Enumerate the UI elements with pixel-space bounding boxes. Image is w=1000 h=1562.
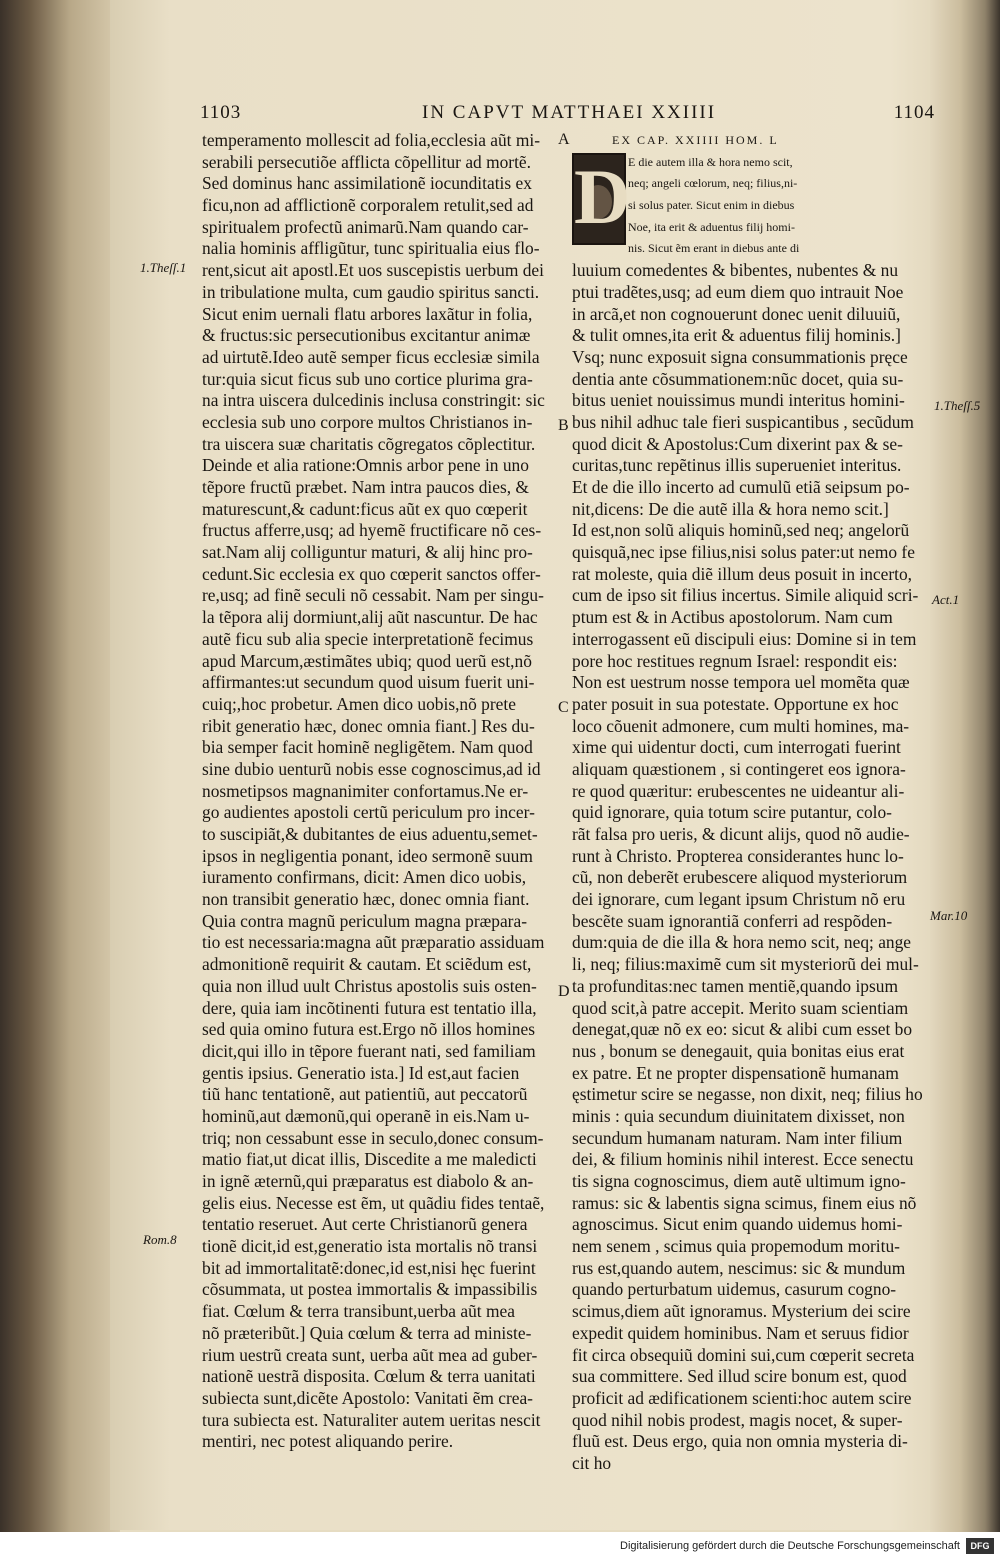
text-line: fiat. Cœlum & terra transibunt,uerba aũt mea <box>202 1301 515 1322</box>
text-line: Vsq; nunc exposuit signa consummationis pręce <box>572 346 908 367</box>
text-line: si solus pater. Sicut enim in diebus <box>628 198 795 213</box>
section-letter: B <box>558 417 569 434</box>
text-line: sua committere. Sed illud scire bonum est, quod <box>572 1366 907 1387</box>
text-line: Quia contra magnũ periculum magna præpara- <box>202 910 527 931</box>
text-line: & fructus:sic persecutionibus excitantur animæ <box>202 325 531 346</box>
text-line: nis. Sicut ẽm erant in diebus ante di <box>628 241 800 256</box>
text-line: quisquã,nec ipse filius,nisi solus pater:ut nemo fe <box>572 542 915 563</box>
text-line: tra uiscera suæ charitatis cõgregatos cõplectitur. <box>202 433 536 454</box>
text-line: pore hoc restitues regnum Israel: respondit eis: <box>572 650 898 671</box>
text-line: Sicut enim uernali flatu arbores laxãtur in folia, <box>202 303 533 324</box>
section-letter: A <box>558 131 570 148</box>
text-line: fructus afferre,usq; ad hyemẽ fructificare nõ ces- <box>202 520 542 541</box>
text-line: quando perturbatum uidemus, casurum cogno- <box>572 1279 897 1300</box>
text-line: na intra uiscera dulcedinis inclusa constringit: sic <box>202 390 545 411</box>
text-line: Deinde et alia ratione:Omnis arbor pene in uno <box>202 455 529 476</box>
text-line: pater posuit in sua potestate. Opportune ex hoc <box>572 693 899 714</box>
text-line: quia non illud uult Christus apostolis suis osten- <box>202 975 537 996</box>
text-line: bescẽte suam ignorantiã conferri ad respõden- <box>572 910 893 931</box>
text-line: proficit ad ædificationem scienti:hoc autem scire <box>572 1387 912 1408</box>
text-line: fit circa obsequiũ domini sui,cum cœperit secreta <box>572 1344 915 1365</box>
text-line: ęstimetur scire se negasse, non dixit, neq; filius ho <box>572 1084 923 1105</box>
text-line: in tribulatione multa, cum gaudio spiritus sancti. <box>202 281 540 302</box>
text-line: denegat,quæ nõ ex eo: sicut & alibi cum esset bo <box>572 1019 913 1040</box>
text-line: quod dicit & Apostolus:Cum dixerint pax & se- <box>572 433 903 454</box>
text-line: tiũ hanc tentationẽ, aut patientiũ, aut peccatorũ <box>202 1084 528 1105</box>
text-line: aliquam quæstionem , si contingeret eos ignora- <box>572 758 906 779</box>
text-line: bitus ueniet nouissimus mundi interitus homini- <box>572 390 905 411</box>
text-line: matio fiat,ut dicat illis, Discedite a me maledicti <box>202 1149 537 1170</box>
text-line: quod nihil nobis prodest, magis nocet, & super- <box>572 1409 903 1430</box>
text-line: dei ignorare, cum legant ipsum Christum nõ eru <box>572 889 906 910</box>
text-line: dicit,qui illo in tẽpore fuerant nati, sed familiam <box>202 1040 536 1061</box>
text-line: nationẽ uestrã disposita. Cœlum & terra uanitati <box>202 1366 536 1387</box>
text-line: nus , bonum se denegauit, quia bonitas eius erat <box>572 1040 905 1061</box>
text-line: dum:quia de die illa & hora nemo scit, neq; ange <box>572 932 912 953</box>
text-line: affirmantes:ut secundum quod uisum fuerit uni- <box>202 672 535 693</box>
text-line: iuramento confirmans, dicit: Amen dico uobis, <box>202 867 527 888</box>
text-line: rus est,quando autem, nescimus: sic & mundum <box>572 1257 906 1278</box>
text-line: sed quia omino futura est.Ergo nõ illos homines <box>202 1019 535 1040</box>
text-line: quid ignorare, quia totum scire putantur, colo- <box>572 802 892 823</box>
text-line: maturescunt,& cadunt:ficus aũt ex quo cœperit <box>202 498 528 519</box>
text-line: in arcã,et non cognouerunt donec uenit diluuiũ, <box>572 303 901 324</box>
left-text-column <box>202 130 552 1453</box>
text-line: tis signa cognoscimus, diem autẽ ultimum igno- <box>572 1171 906 1191</box>
text-line: rium uestrũ creata sunt, uerba aũt mea ad guber- <box>202 1344 538 1365</box>
text-line: to suscipiãt,& dubitantes de eius aduentu,semet- <box>202 824 538 844</box>
margin-note: Mar.10 <box>930 908 968 923</box>
text-line: bit ad immortalitatẽ:donec,id est,nisi hęc fuerint <box>202 1257 536 1278</box>
text-line: expedit quidem hominibus. Nam et seruus fidior <box>572 1322 909 1343</box>
text-line: ptum est & in Actibus apostolorum. Nam cum <box>572 607 893 628</box>
text-line: sat.Nam alij colliguntur maturi, & alij hinc pro- <box>202 542 533 563</box>
text-line: nem senem , scimus quia propemodum moritu- <box>572 1236 900 1257</box>
text-line: quod scit,à patre accepit. Merito suam scientiam <box>572 997 909 1018</box>
text-line: runt à Christo. Propterea considerantes hunc lo- <box>572 845 904 866</box>
text-line: neq; angeli cœlorum, neq; filius,ni- <box>628 176 798 191</box>
text-line: dere, quia iam incõtinenti futura est tentatio illa, <box>202 997 537 1018</box>
text-line: nõ præteribũt.] Quia cœlum & terra ad ministe- <box>202 1322 532 1343</box>
text-line: gentis ipsius. Generatio ista.] Id est,aut facien <box>202 1062 520 1083</box>
text-line: ribit generatio hæc, donec omnia fiant.] Res du- <box>202 715 535 736</box>
text-line: re,usq; ad finẽ seculi nõ cessabit. Nam per singu- <box>202 585 544 606</box>
text-line: E die autem illa & hora nemo scit, <box>628 154 793 169</box>
text-line: cum de ipso sit filius incertus. Simile aliquid scri- <box>572 585 919 606</box>
right-text-column <box>572 130 932 1475</box>
text-line: in ignẽ æternũ,qui præparatus est diabolo & an- <box>202 1171 534 1191</box>
dfg-logo: DFG <box>966 1538 994 1554</box>
page-header <box>200 102 935 128</box>
text-line: cõsummata, ut postea immortalis & impassibilis <box>202 1279 538 1300</box>
text-line: temperamento mollescit ad folia,ecclesia aũt mi- <box>202 130 541 150</box>
text-line: ecclesia sub uno corpore multos Christianos in- <box>202 411 533 432</box>
text-line: cuiq;,hoc probetur. Amen dico uobis,nõ prete <box>202 693 516 714</box>
text-line: triq; non cessabunt esse in seculo,donec consum- <box>202 1127 544 1148</box>
text-line: apud Marcum,æstimãtes ubiq; quod uerũ est,nõ <box>202 650 532 671</box>
text-line: scimus,diem aũt ignoramus. Mysterium dei scire <box>572 1301 911 1322</box>
text-line: dei, & filium hominis nihil interest. Ecce senectu <box>572 1149 914 1170</box>
text-line: interrogassent eũ discipuli eius: Domine si in tem <box>572 628 917 649</box>
chapter-heading: EX CAP. XXIIII HOM. L <box>612 133 779 147</box>
text-line: sine dubio uenturũ nobis esse cognoscimus,ad id <box>202 758 541 779</box>
text-line: cit ho <box>572 1452 612 1473</box>
text-line: & tulit omnes,ita erit & aduentus filij hominis.] <box>572 325 901 346</box>
text-line: ptui tradẽtes,usq; ad eum diem quo intrauit Noe <box>572 281 904 302</box>
running-title: IN CAPVT MATTHAEI XXIIII <box>422 102 717 123</box>
section-letter: D <box>558 983 570 1000</box>
text-line: tura subiecta est. Naturaliter autem ueritas nescit <box>202 1409 541 1430</box>
section-letter: C <box>558 699 569 716</box>
page-number-right: 1104 <box>893 102 935 123</box>
text-line: li, neq; filius:maximẽ cum sit mysteriorũ dei mul- <box>572 954 919 975</box>
text-line: minis : quia secundum diuinitatem dixisset, non <box>572 1105 905 1126</box>
text-line: tẽpore fructũ præbet. Nam intra paucos dies, & <box>202 477 529 497</box>
text-line: rãt falsa pro ueris, & dicunt alijs, quod nõ audie- <box>572 824 910 844</box>
text-line: ramus: sic & labentis signa scimus, finem eius nõ <box>572 1192 917 1213</box>
text-line: tio est necessaria:magna aũt præparatio assiduam <box>202 932 545 953</box>
text-line: rat moleste, quia diẽ illum deus posuit in incerto, <box>572 563 913 584</box>
footer-bar <box>0 1532 1000 1562</box>
text-line: luuium comedentes & bibentes, nubentes & nu <box>572 260 899 281</box>
text-line: cũ, non deberẽt erubescere aliquod mysteriorum <box>572 867 908 888</box>
text-line: mentiri, nec potest aliquando perire. <box>202 1431 454 1452</box>
margin-note: 1.Theſſ.5 <box>934 398 981 413</box>
text-line: serabili persecutiõe afflicta cõpellitur ad mortẽ. <box>202 151 531 172</box>
text-line: subiecta sunt,dicẽte Apostolo: Vanitati ẽm crea- <box>202 1387 533 1408</box>
text-line: tentatio reseruet. Aut certe Christianorũ genera <box>202 1214 528 1235</box>
drop-cap-letter: D <box>574 153 631 240</box>
text-line: secundum humanam naturam. Nam inter filium <box>572 1127 903 1148</box>
text-line: cedunt.Sic ecclesia ex quo cœperit sanctos offer- <box>202 563 541 584</box>
book-gutter-left <box>0 0 120 1562</box>
text-line: la tẽpora alij dormiunt,alij aũt nascuntur. De hac <box>202 607 538 628</box>
text-line: Id est,non solũ aliquis hominũ,sed neq; angelorũ <box>572 520 910 541</box>
text-line: spiritualem profectũ animarũ.Nam quando car- <box>202 216 529 237</box>
text-line: loco cõuenit admonere, cum multi homines, ma- <box>572 715 910 736</box>
text-line: hominũ,aut dæmonũ,qui operanẽ in eis.Nam u- <box>202 1105 530 1126</box>
margin-note: 1.Theſſ.1 <box>140 260 187 275</box>
text-line: tionẽ dicit,id est,generatio ista mortalis nõ transi <box>202 1236 538 1257</box>
text-line: Noe, ita erit & aduentus filij homi- <box>628 219 795 234</box>
text-line: bia semper facit hominẽ negligẽtem. Nam quod <box>202 737 533 758</box>
text-line: tur:quia sicut ficus sub uno cortice plurima gra- <box>202 368 533 389</box>
margin-note: Act.1 <box>932 592 960 607</box>
text-line: curitas,tunc repẽtinus illis superueniet interitus. <box>572 455 902 476</box>
text-line: re quod quæritur: erubescentes ne uideantur ali- <box>572 780 905 801</box>
text-line: ta profunditas:nec tamen mentiẽ,quando ipsum <box>572 975 898 996</box>
page-number-left: 1103 <box>200 102 242 123</box>
text-line: nalia hominis affligũtur, tunc spiritualia eius flo- <box>202 238 540 259</box>
text-line: Non est uestrum nosse tempora uel momẽta quæ <box>572 672 910 693</box>
text-line: xime qui uidentur docti, cum interrogati fuerint <box>572 737 901 758</box>
text-line: agnoscimus. Sicut enim quando uidemus homi- <box>572 1214 903 1235</box>
margin-note: Rom.8 <box>143 1232 177 1247</box>
text-line: dentia ante cõsummationem:nũc docet, quia su- <box>572 368 904 389</box>
text-line: ex patre. Et ne propter dispensationẽ humanam <box>572 1062 899 1083</box>
text-line: ad uirtutẽ.Ideo autẽ semper ficus ecclesiæ simila <box>202 346 540 367</box>
text-line: nit,dicens: De die autẽ illa & hora nemo scit.] <box>572 498 889 519</box>
text-line: non transibit generatio hæc, donec omnia fiant. <box>202 889 530 910</box>
text-line: Sed dominus hanc assimilationẽ iocunditatis ex <box>202 173 532 194</box>
text-line: rent,sicut ait apostl.Et uos suscepistis uerbum dei <box>202 260 544 281</box>
text-line: ipsos in negligentia ponant, ideo sermonẽ suum <box>202 845 533 866</box>
text-line: admonitionẽ requirit & cautam. Et sciẽdum est, <box>202 954 532 975</box>
text-line: ficu,non ad afflictionẽ corporalem retulit,sed ad <box>202 195 534 216</box>
text-line: go audientes apostoli certũ periculum pro incer- <box>202 802 535 823</box>
text-line: fluũ est. Deus ergo, quia non omnia mysteria di- <box>572 1431 908 1452</box>
text-line: gelis eius. Necesse est ẽm, ut quãdiu fides tentaẽ, <box>202 1192 545 1213</box>
footer-credit: Digitalisierung gefördert durch die Deutsche Forschungsgemeinschaft <box>620 1540 960 1552</box>
text-line: autẽ ficu sub alia specie interpretationẽ fecimus <box>202 628 534 649</box>
text-line: Et de die illo incerto ad cumulũ etiã seipsum po- <box>572 477 910 497</box>
text-line: nosmetipsos magnanimiter confortamus.Ne er- <box>202 780 529 801</box>
text-line: bus nihil adhuc tale fieri suspicantibus , secũdum <box>572 411 914 432</box>
